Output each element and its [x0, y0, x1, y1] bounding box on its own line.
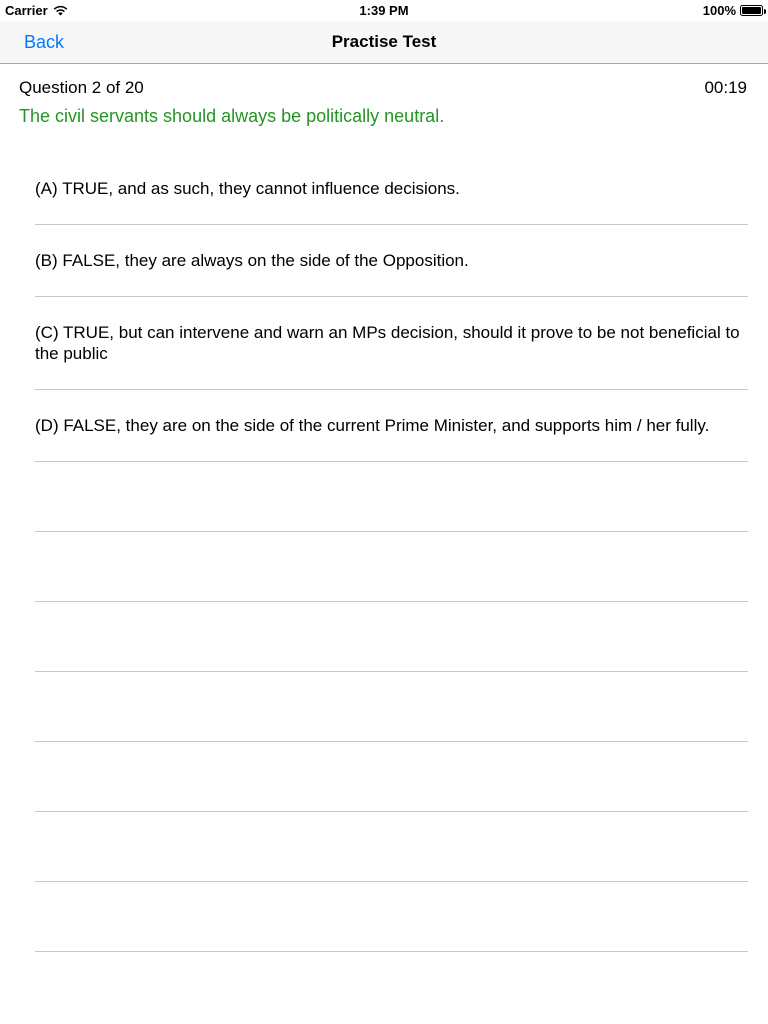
empty-row: [35, 532, 748, 602]
empty-rows-container: [0, 462, 768, 952]
answer-option-b[interactable]: (B) FALSE, they are always on the side of the Opposition.: [35, 225, 748, 297]
battery-full-icon: [740, 5, 763, 16]
navigation-bar: [0, 21, 768, 64]
status-bar: [0, 0, 768, 21]
answer-option-d[interactable]: (D) FALSE, they are on the side of the current Prime Minister, and supports him / her fully.: [35, 390, 748, 462]
empty-row: [35, 742, 748, 812]
carrier-label: Carrier: [5, 3, 48, 18]
empty-row: [35, 672, 748, 742]
status-bar-right: [563, 3, 763, 18]
empty-row: [35, 882, 748, 952]
answer-option-c[interactable]: (C) TRUE, but can intervene and warn an MPs decision, should it prove to be not beneficial to the public: [35, 297, 748, 390]
empty-row: [35, 602, 748, 672]
page-title: Practise Test: [331, 32, 437, 51]
question-header: [0, 64, 768, 98]
question-progress-label: Question 2 of 20: [19, 78, 144, 97]
answer-option-a[interactable]: (A) TRUE, and as such, they cannot influence decisions.: [35, 153, 748, 225]
empty-row: [35, 462, 748, 532]
answer-options-list: [0, 153, 768, 1024]
timer-label: 00:19: [704, 78, 747, 97]
empty-row: [35, 812, 748, 882]
question-text: The civil servants should always be politically neutral.: [19, 106, 445, 126]
wifi-icon: [53, 5, 68, 16]
back-button[interactable]: Back: [24, 21, 64, 63]
status-bar-left: [5, 3, 205, 18]
clock-label: 1:39 PM: [359, 3, 409, 18]
battery-percent-label: 100%: [702, 3, 736, 18]
